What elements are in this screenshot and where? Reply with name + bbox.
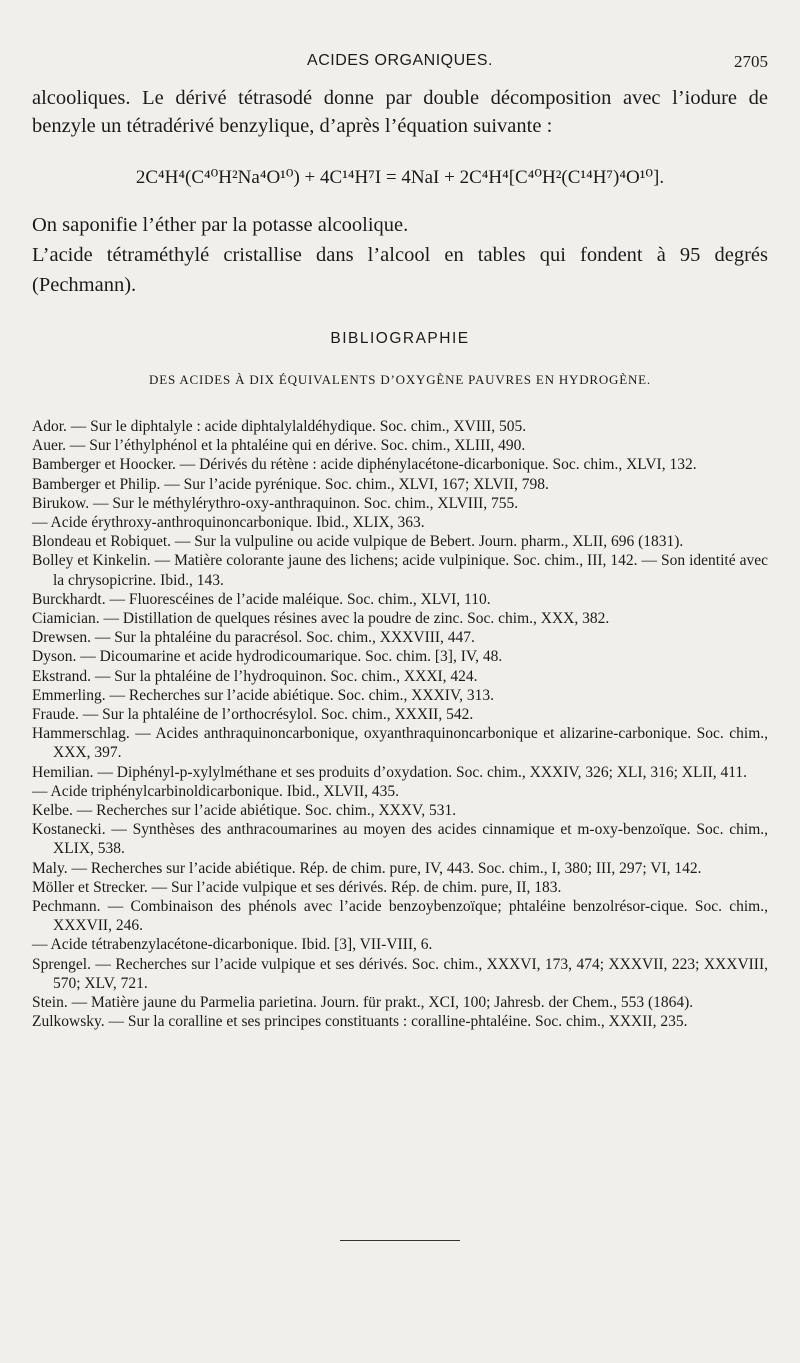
reference-entry: Hemilian. — Diphényl-p-xylylméthane et ses produits d’oxydation. Soc. chim., XXXIV, 326; XLI, 316; XLII, 411.: [32, 763, 748, 781]
page-number: 2705: [734, 52, 768, 71]
bibliography-title: BIBLIOGRAPHIE: [330, 330, 470, 347]
reference-entry: — Acide triphénylcarbinoldicarbonique. Ibid., XLVII, 435.: [32, 782, 400, 800]
reference-entry: — Acide érythroxy-anthroquinoncarbonique. Ibid., XLIX, 363.: [32, 514, 425, 532]
para-line-2: L’acide tétraméthylé cristallise dans l’alcool en tables qui fondent à 95 degrés (Pechmann).: [32, 244, 768, 296]
reference-entry: Birukow. — Sur le méthylérythro-oxy-anthraquinon. Soc. chim., XLVIII, 755.: [32, 494, 519, 512]
closing-rule: [340, 1240, 460, 1241]
reference-entry: Maly. — Recherches sur l’acide abiétique. Rép. de chim. pure, IV, 443. Soc. chim., I, 380; III, 297; VI, 142.: [32, 859, 702, 877]
para-line-1: On saponifie l’éther par la potasse alcoolique.: [32, 214, 409, 236]
reference-entry: Ciamician. — Distillation de quelques résines avec la poudre de zinc. Soc. chim., XXX, 382.: [32, 610, 610, 628]
reference-entry: — Acide tétrabenzylacétone-dicarbonique. Ibid. [3], VII-VIII, 6.: [32, 936, 433, 954]
reference-entry: Fraude. — Sur la phtaléine de l’orthocrésylol. Soc. chim., XXXII, 542.: [32, 706, 474, 724]
reference-entry: Emmerling. — Recherches sur l’acide abiétique. Soc. chim., XXXIV, 313.: [32, 686, 495, 704]
reference-entry: Drewsen. — Sur la phtaléine du paracrésol. Soc. chim., XXXVIII, 447.: [32, 629, 475, 647]
reference-entry: Ekstrand. — Sur la phtaléine de l’hydroquinon. Soc. chim., XXXI, 424.: [32, 667, 478, 685]
reference-entry: Zulkowsky. — Sur la coralline et ses principes constituants : coralline-phtaléine. Soc. chim., XXXII, 235.: [32, 1013, 688, 1031]
running-header: [0, 52, 800, 76]
reference-entry: Hammerschlag. — Acides anthraquinoncarbonique, oxyanthraquinoncarbonique et alizarine-carbonique. Soc. chim., XXX, 397.: [32, 725, 768, 762]
bibliography-subtitle: DES ACIDES À DIX ÉQUIVALENTS D’OXYGÈNE PAUVRES EN HYDROGÈNE.: [149, 372, 651, 387]
saponification-paragraph: [32, 210, 768, 300]
reference-entry: Bolley et Kinkelin. — Matière colorante jaune des lichens; acide vulpinique. Soc. chim., III, 142. — Son identité avec la chrysopicrine. Ibid., 143.: [32, 552, 768, 589]
bibliography-list: [32, 417, 768, 1032]
reference-entry: Bamberger et Hoocker. — Dérivés du rétène : acide diphénylacétone-dicarbonique. Soc. chim., XLVI, 132.: [32, 456, 697, 474]
reference-entry: Kostanecki. — Synthèses des anthracoumarines au moyen des acides cinnamique et m-oxy-benzoïque. Soc. chim., XLIX, 538.: [32, 821, 768, 858]
intro-paragraph: [32, 84, 768, 140]
reference-entry: Stein. — Matière jaune du Parmelia parietina. Journ. für prakt., XCI, 100; Jahresb. der Chem., 553 (1864).: [32, 994, 694, 1012]
reference-entry: Sprengel. — Recherches sur l’acide vulpique et ses dérivés. Soc. chim., XXXVI, 173, 474; XXXVII, 223; XXXVIII, 570; XLV, 721.: [32, 955, 768, 992]
reference-entry: Ador. — Sur le diphtalyle : acide diphtalylaldéhydique. Soc. chim., XVIII, 505.: [32, 418, 527, 435]
reference-entry: Burckhardt. — Fluorescéines de l’acide maléique. Soc. chim., XLVI, 110.: [32, 590, 491, 608]
reference-entry: Dyson. — Dicoumarine et acide hydrodicoumarique. Soc. chim. [3], IV, 48.: [32, 648, 503, 666]
reference-entry: Kelbe. — Recherches sur l’acide abiétique. Soc. chim., XXXV, 531.: [32, 802, 457, 820]
chemical-equation: 2C⁴H⁴(C⁴⁰H²Na⁴O¹⁰) + 4C¹⁴H⁷I = 4NaI + 2C⁴H⁴[C⁴⁰H²(C¹⁴H⁷)⁴O¹⁰].: [135, 167, 665, 188]
reference-entry: Bamberger et Philip. — Sur l’acide pyrénique. Soc. chim., XLVI, 167; XLVII, 798.: [32, 475, 549, 493]
reference-entry: Pechmann. — Combinaison des phénols avec l’acide benzoybenzoïque; phtaléine benzolrésor-cique. Soc. chim., XXXVII, 246.: [32, 898, 768, 935]
reference-entry: Auer. — Sur l’éthylphénol et la phtaléine qui en dérive. Soc. chim., XLIII, 490.: [32, 437, 526, 455]
running-title: ACIDES ORGANIQUES.: [307, 52, 493, 69]
reference-entry: Blondeau et Robiquet. — Sur la vulpuline ou acide vulpique de Bebert. Journ. pharm., XLII, 696 (1831).: [32, 533, 684, 551]
reference-entry: Möller et Strecker. — Sur l’acide vulpique et ses dérivés. Rép. de chim. pure, II, 183.: [32, 878, 562, 896]
intro-text: alcooliques. Le dérivé tétrasodé donne par double décomposition avec l’iodure de benzyle un tétradérivé benzylique, d’après l’équation suivante :: [32, 87, 768, 137]
